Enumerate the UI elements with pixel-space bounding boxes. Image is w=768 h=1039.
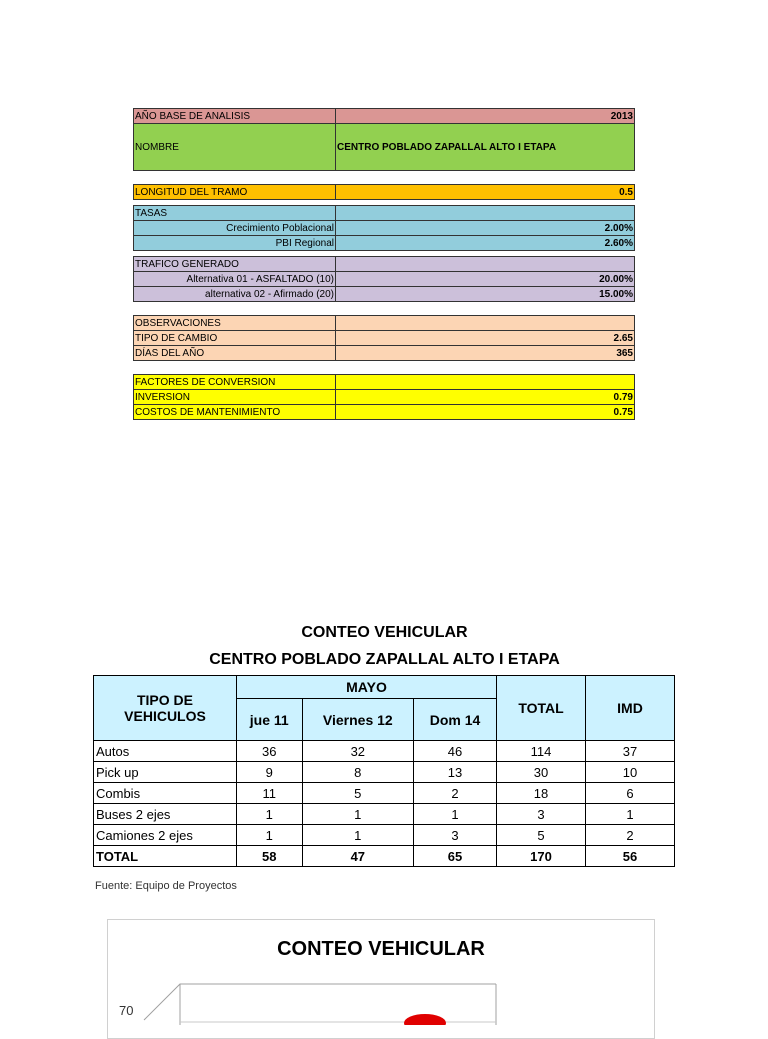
longitud-value: 0.5: [619, 186, 633, 198]
cell-d2: 1: [302, 825, 414, 846]
cell-imd: 1: [586, 804, 675, 825]
table-total-row: [94, 846, 675, 867]
row-observaciones: [133, 315, 635, 331]
cell-d1: 58: [237, 846, 303, 867]
nombre-value: CENTRO POBLADO ZAPALLAL ALTO I ETAPA: [337, 141, 557, 153]
cell-imd: 10: [586, 762, 675, 783]
row-alt1: [133, 271, 635, 287]
cell-tipo: Autos: [94, 741, 237, 762]
row-costos: [133, 404, 635, 420]
table-row: [94, 783, 675, 804]
crecimiento-label: Crecimiento Poblacional: [134, 221, 336, 235]
cell-d3: 65: [414, 846, 497, 867]
row-longitud: [133, 184, 635, 200]
cell-d2: 47: [302, 846, 414, 867]
cell-d3: 46: [414, 741, 497, 762]
dias-value: 365: [616, 347, 633, 359]
chart-canvas: [108, 920, 656, 1025]
conteo-subtitle: CENTRO POBLADO ZAPALLAL ALTO I ETAPA: [209, 651, 560, 668]
chart-bar-top: [404, 1014, 446, 1025]
chart-container: [107, 919, 655, 1039]
cell-imd: 37: [586, 741, 675, 762]
costos-value: 0.75: [613, 406, 633, 418]
cell-d1: 11: [237, 783, 303, 804]
cell-total: 5: [497, 825, 586, 846]
table-row: [94, 825, 675, 846]
cell-d1: 9: [237, 762, 303, 783]
cell-d3: 2: [414, 783, 497, 804]
table-source: Fuente: Equipo de Proyectos: [95, 880, 237, 892]
cell-d2: 8: [302, 762, 414, 783]
tipo-cambio-label: TIPO DE CAMBIO: [134, 331, 336, 345]
tasas-label: TASAS: [134, 206, 336, 220]
row-inversion: [133, 389, 635, 405]
header-imd: IMD: [586, 676, 675, 741]
crecimiento-value: 2.00%: [604, 222, 633, 234]
row-nombre: [133, 123, 635, 171]
inversion-label: INVERSION: [134, 390, 336, 404]
row-anio-base: [133, 108, 635, 124]
cell-tipo: Pick up: [94, 762, 237, 783]
pbi-value: 2.60%: [604, 237, 633, 249]
cell-total: 114: [497, 741, 586, 762]
cell-tipo: Combis: [94, 783, 237, 804]
cell-total: 170: [497, 846, 586, 867]
row-trafico: [133, 256, 635, 272]
cell-total: 3: [497, 804, 586, 825]
cell-imd: 56: [586, 846, 675, 867]
alt1-label: Alternativa 01 - ASFALTADO (10): [134, 272, 336, 286]
header-day-3: Dom 14: [414, 699, 497, 741]
factores-label: FACTORES DE CONVERSION: [134, 375, 336, 389]
cell-d3: 3: [414, 825, 497, 846]
cell-total: 18: [497, 783, 586, 804]
costos-label: COSTOS DE MANTENIMIENTO: [134, 405, 336, 419]
tipo-cambio-value: 2.65: [613, 332, 633, 344]
header-day-2: Viernes 12: [302, 699, 414, 741]
header-day-1: jue 11: [237, 699, 303, 741]
cell-d1: 1: [237, 825, 303, 846]
dias-label: DÍAS DEL AÑO: [134, 346, 336, 360]
parameters-block: [133, 109, 635, 420]
header-mayo: MAYO: [237, 676, 497, 699]
chart-3d-frame: [144, 984, 496, 1020]
cell-d2: 32: [302, 741, 414, 762]
header-total: TOTAL: [497, 676, 586, 741]
cell-d3: 13: [414, 762, 497, 783]
pbi-label: PBI Regional: [134, 236, 336, 250]
anio-label: AÑO BASE DE ANALISIS: [134, 109, 336, 123]
header-tipo: TIPO DE VEHICULOS: [94, 676, 237, 741]
table-row: [94, 762, 675, 783]
alt2-label: alternativa 02 - Afirmado (20): [134, 287, 336, 301]
chart-title: CONTEO VEHICULAR: [277, 938, 485, 960]
cell-imd: 6: [586, 783, 675, 804]
row-dias: [133, 345, 635, 361]
cell-d2: 5: [302, 783, 414, 804]
cell-d3: 1: [414, 804, 497, 825]
trafico-label: TRAFICO GENERADO: [134, 257, 336, 271]
cell-tipo: TOTAL: [94, 846, 237, 867]
conteo-title: CONTEO VEHICULAR: [301, 624, 468, 641]
y-tick-70: 70: [119, 1003, 134, 1018]
row-tasas: [133, 205, 635, 221]
cell-total: 30: [497, 762, 586, 783]
nombre-label: NOMBRE: [134, 124, 336, 170]
cell-tipo: Buses 2 ejes: [94, 804, 237, 825]
longitud-label: LONGITUD DEL TRAMO: [134, 185, 336, 199]
cell-tipo: Camiones 2 ejes: [94, 825, 237, 846]
alt2-value: 15.00%: [599, 288, 633, 300]
obs-label: OBSERVACIONES: [134, 316, 336, 330]
anio-value: 2013: [610, 110, 633, 122]
cell-d1: 36: [237, 741, 303, 762]
row-tipo-cambio: [133, 330, 635, 346]
row-pbi: [133, 235, 635, 251]
cell-d1: 1: [237, 804, 303, 825]
table-row: [94, 804, 675, 825]
row-factores: [133, 374, 635, 390]
inversion-value: 0.79: [613, 391, 633, 403]
cell-imd: 2: [586, 825, 675, 846]
table-row: [94, 741, 675, 762]
alt1-value: 20.00%: [599, 273, 633, 285]
conteo-table: [93, 675, 675, 867]
cell-d2: 1: [302, 804, 414, 825]
row-crecimiento: [133, 220, 635, 236]
row-alt2: [133, 286, 635, 302]
